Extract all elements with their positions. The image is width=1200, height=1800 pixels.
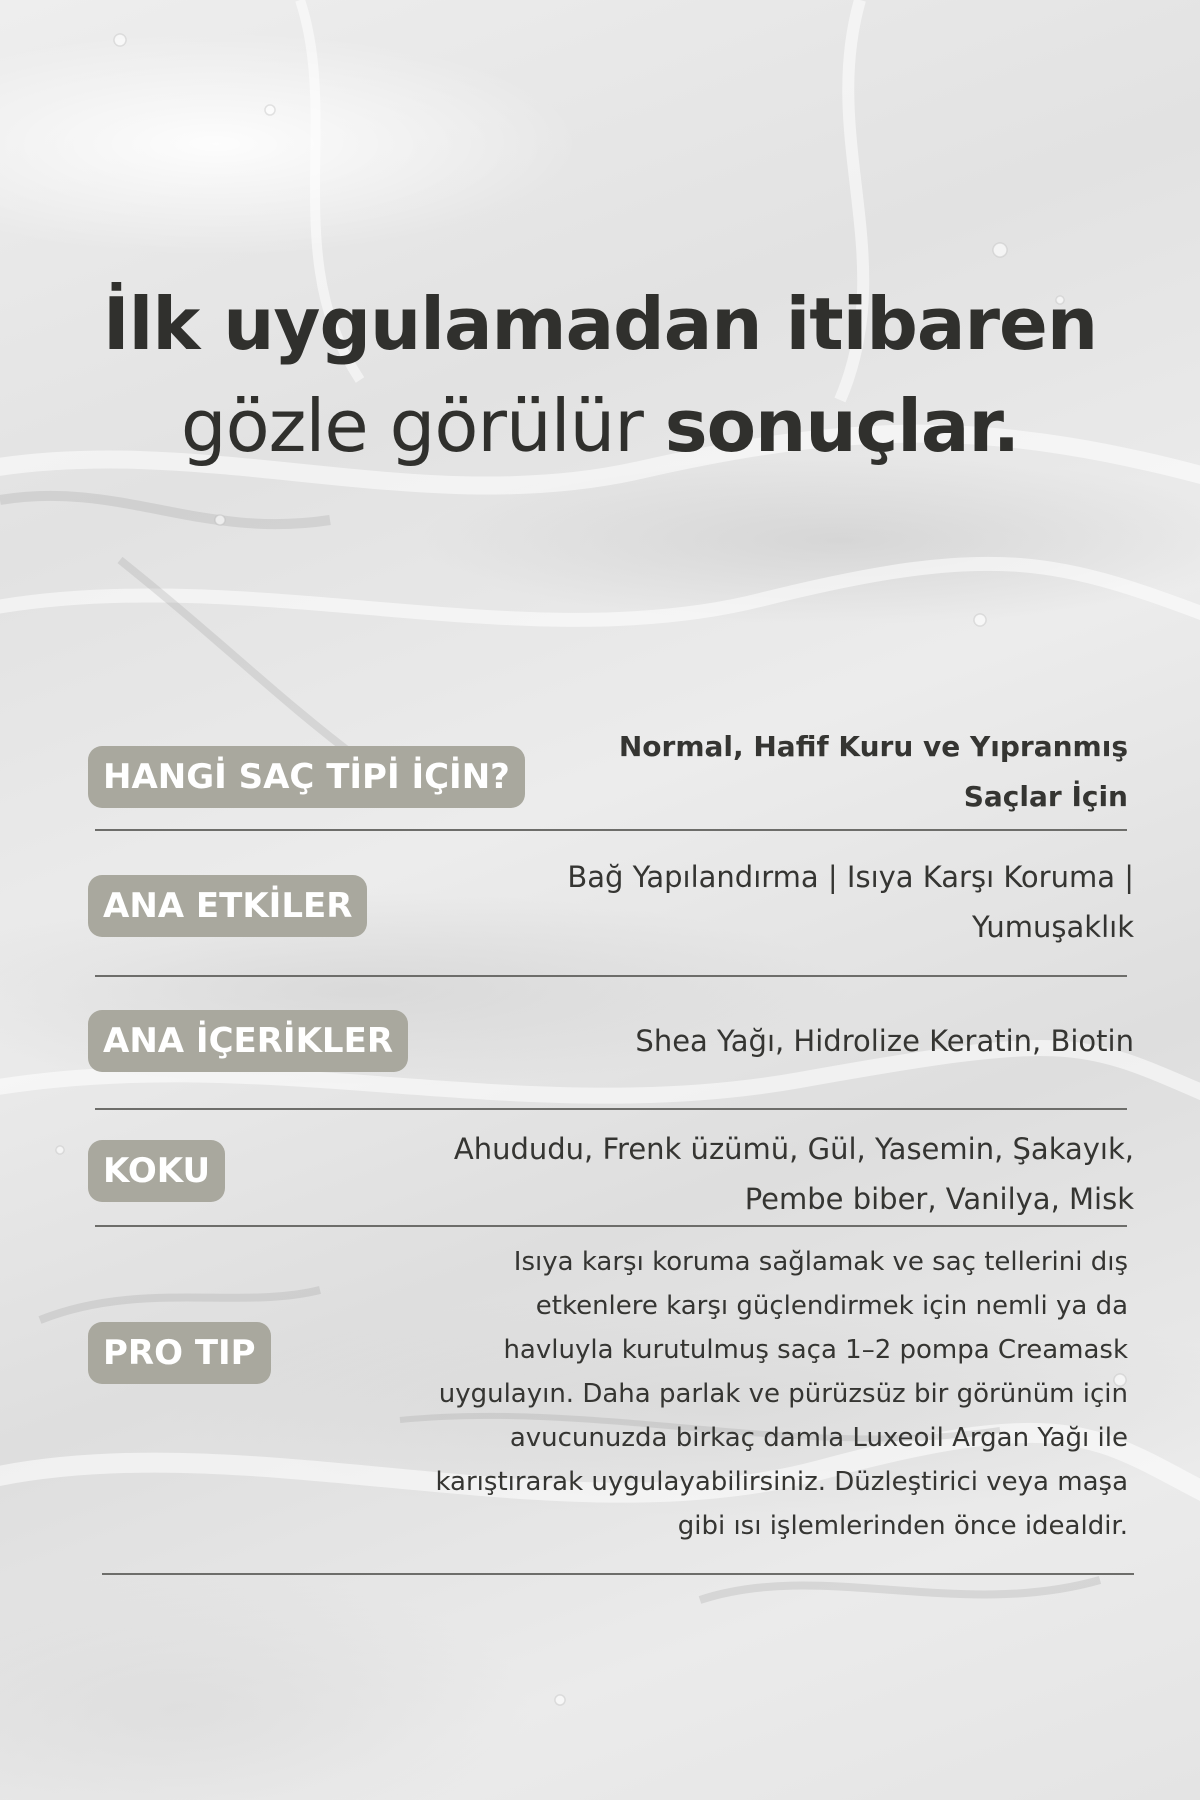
hair-type-label: HANGİ SAÇ TİPİ İÇİN? bbox=[88, 746, 525, 808]
pro-tip-value-line: karıştırarak uygulayabilirsiniz. Düzleştirici veya maşa bbox=[435, 1467, 1128, 1497]
headline bbox=[0, 278, 1200, 482]
spec-row-main-effects bbox=[88, 846, 1134, 976]
headline-line2-regular: gözle görülür bbox=[180, 384, 665, 468]
scent-label: KOKU bbox=[88, 1140, 225, 1202]
pro-tip-value-line: avucunuzda birkaç damla Luxeoil Argan Yağı ile bbox=[509, 1423, 1128, 1453]
spec-row-pro-tip bbox=[88, 1240, 1128, 1560]
pro-tip-value-line: uygulayın. Daha parlak ve pürüzsüz bir görünüm için bbox=[438, 1379, 1128, 1409]
pro-tip-value-line: havluyla kurutulmuş saça 1–2 pompa Creamask bbox=[503, 1335, 1128, 1365]
pro-tip-value-line: gibi ısı işlemlerinden önce idealdir. bbox=[677, 1511, 1128, 1541]
scent-value-line: Ahududu, Frenk üzümü, Gül, Yasemin, Şakayık, bbox=[453, 1132, 1134, 1166]
divider bbox=[95, 829, 1127, 831]
main-ingredients-label: ANA İÇERİKLER bbox=[88, 1010, 408, 1072]
main-effects-value bbox=[567, 852, 1134, 952]
scent-value bbox=[454, 1124, 1134, 1224]
main-ingredients-value bbox=[635, 1016, 1134, 1066]
divider bbox=[95, 1225, 1127, 1227]
main-effects-value-line: Yumuşaklık bbox=[972, 910, 1134, 944]
hair-type-value bbox=[619, 722, 1128, 822]
headline-line2 bbox=[0, 370, 1200, 482]
pro-tip-value-line: etkenlere karşı güçlendirmek için nemli ya da bbox=[535, 1291, 1128, 1321]
divider bbox=[95, 975, 1127, 977]
main-effects-value-line: Bağ Yapılandırma | Isıya Karşı Koruma | bbox=[567, 860, 1134, 894]
pro-tip-label: PRO TIP bbox=[88, 1322, 271, 1384]
hair-type-value-line: Saçlar İçin bbox=[963, 780, 1128, 813]
headline-line1: İlk uygulamadan itibaren bbox=[102, 282, 1098, 366]
main-ingredients-value-line: Shea Yağı, Hidrolize Keratin, Biotin bbox=[635, 1024, 1134, 1058]
spec-row-hair-type bbox=[88, 716, 1128, 816]
pro-tip-value bbox=[435, 1240, 1128, 1548]
headline-line2-bold: sonuçlar. bbox=[664, 384, 1020, 468]
scent-value-line: Pembe biber, Vanilya, Misk bbox=[744, 1182, 1134, 1216]
hair-type-value-line: Normal, Hafif Kuru ve Yıpranmış bbox=[618, 730, 1128, 763]
divider bbox=[102, 1573, 1134, 1575]
divider bbox=[95, 1108, 1127, 1110]
main-effects-label: ANA ETKİLER bbox=[88, 875, 367, 937]
spec-row-scent bbox=[88, 1122, 1134, 1222]
spec-row-main-ingredients bbox=[88, 1000, 1134, 1100]
pro-tip-value-line: Isıya karşı koruma sağlamak ve saç tellerini dış bbox=[513, 1247, 1128, 1277]
